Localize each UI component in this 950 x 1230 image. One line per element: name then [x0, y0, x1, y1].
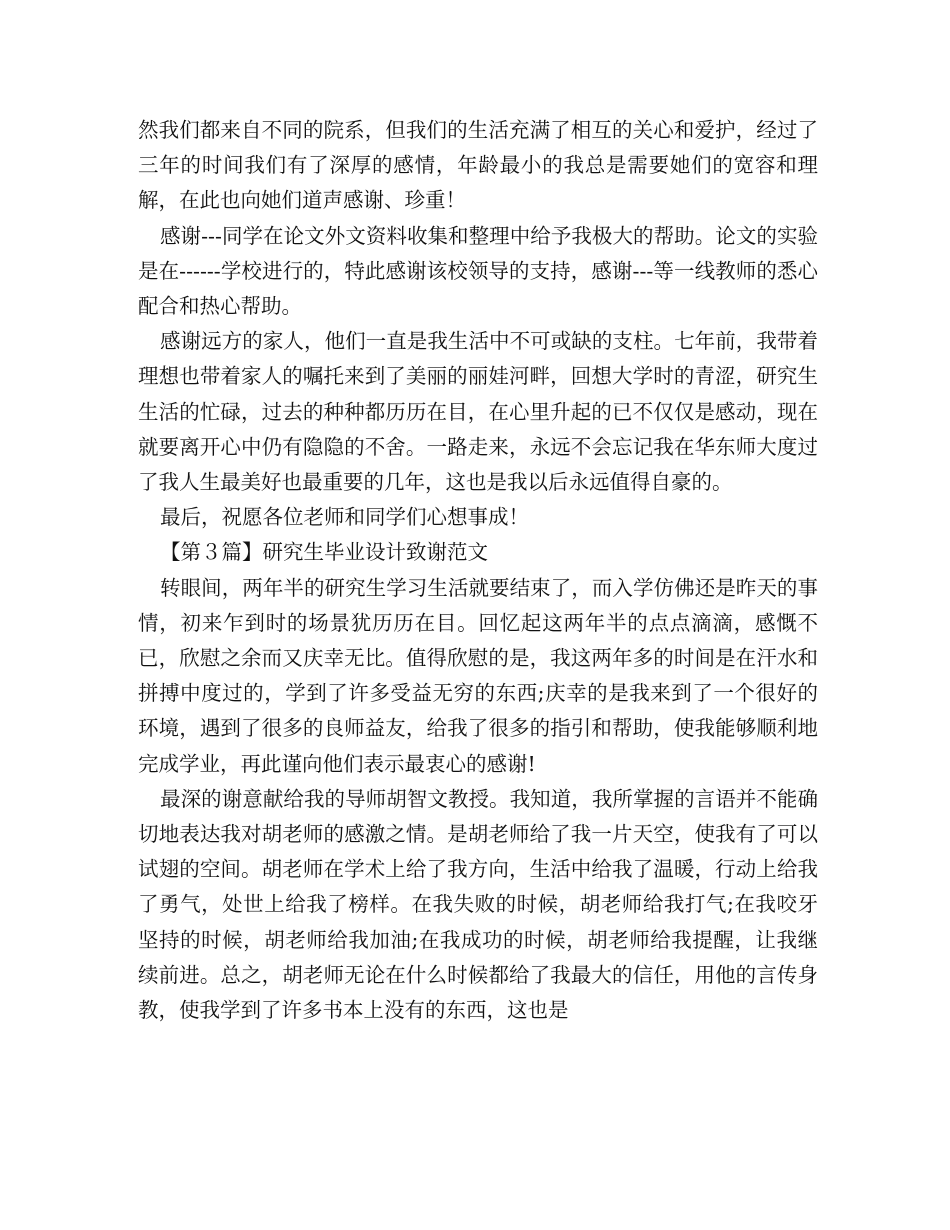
paragraph-intro: 转眼间，两年半的研究生学习生活就要结束了，而入学仿佛还是昨天的事情，初来乍到时的场景犹历历在目。回忆起这两年半的点点滴滴，感慨不已，欣慰之余而又庆幸无比。值得欣慰的是，我这两年多的时间是在汗水和拼搏中度过的，学到了许多受益无穷的东西;庆幸的是我来到了一个很好的环境，遇到了很多的良师益友，给我了很多的指引和帮助，使我能够顺利地完成学业，再此谨向他们表示最衷心的感谢!	[138, 575, 818, 776]
paragraph-thanks-advisor: 最深的谢意献给我的导师胡智文教授。我知道，我所掌握的言语并不能确切地表达我对胡老师的感激之情。是胡老师给了我一片天空，使我有了可以试翅的空间。胡老师在学术上给了我方向，生活中给我了温暖，行动上给我了勇气，处世上给我了榜样。在我失败的时候，胡老师给我打气;在我咬牙坚持的时候，胡老师给我加油;在我成功的时候，胡老师给我提醒，让我继续前进。总之，胡老师无论在什么时候都给了我最大的信任，用他的言传身教，使我学到了许多书本上没有的东西，这也是	[138, 786, 818, 1023]
paragraph-closing-wishes: 最后，祝愿各位老师和同学们心想事成！	[160, 505, 529, 530]
paragraph-thanks-family: 感谢远方的家人，他们一直是我生活中不可或缺的支柱。七年前，我带着理想也带着家人的嘱托来到了美丽的丽娃河畔，回想大学时的青涩，研究生生活的忙碌，过去的种种都历历在目，在心里升起的已不仅仅是感动，现在就要离开心中仍有隐隐的不舍。一路走来，永远不会忘记我在华东师大度过了我人生最美好也最重要的几年，这也是我以后永远值得自豪的。	[138, 329, 818, 495]
document-body	[138, 113, 818, 1028]
section-heading: 【第３篇】研究生毕业设计致谢范文	[160, 540, 488, 565]
paragraph-thanks-classmate: 感谢---同学在论文外文资料收集和整理中给予我极大的帮助。论文的实验是在------学校进行的，特此感谢该校领导的支持，感谢---等一线教师的悉心配合和热心帮助。	[138, 223, 818, 319]
paragraph-continuation: 然我们都来自不同的院系，但我们的生活充满了相互的关心和爱护，经过了三年的时间我们有了深厚的感情，年龄最小的我总是需要她们的宽容和理解，在此也向她们道声感谢、珍重！	[138, 118, 818, 213]
